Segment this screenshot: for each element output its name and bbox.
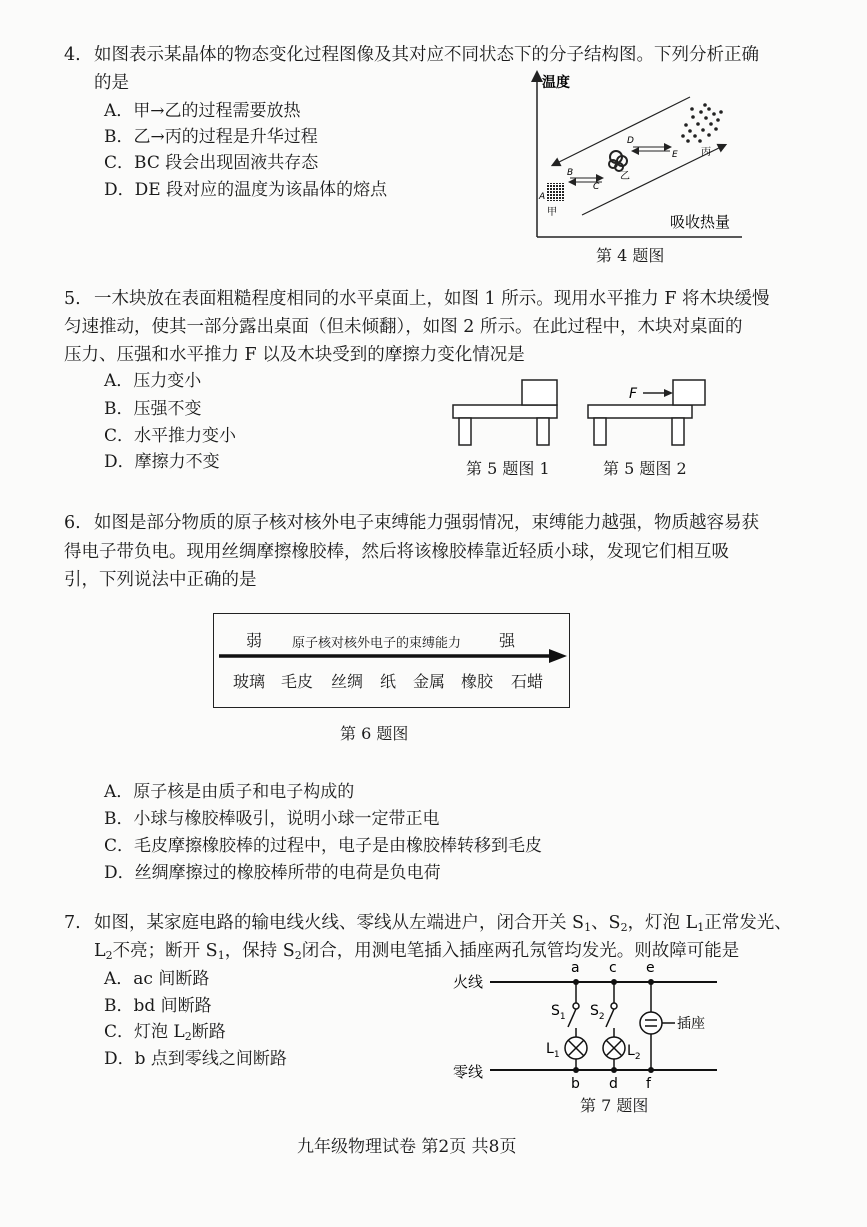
q6-option-a: A．原子核是由质子和电子构成的 <box>104 782 355 802</box>
q7-l1-label: $L_1$ <box>546 1041 560 1060</box>
q7-s1-label: $S_1$ <box>551 1003 566 1022</box>
page-footer: 九年级物理试卷 第2页 共8页 <box>297 1137 517 1157</box>
q4-figure <box>520 65 750 245</box>
q5-stem-line2: 匀速推动，使其一部分露出桌面（但未倾翻），如图 2 所示。在此过程中，木块对桌面的 <box>64 317 743 337</box>
q7-caption: 第 7 题图 <box>580 1096 649 1115</box>
q6-material-rubber: 橡胶 <box>461 672 494 691</box>
q7-point-d: d <box>609 1076 618 1090</box>
q5-figure2-table <box>588 405 692 445</box>
q6-stem-line2: 得电子带负电。现用丝绸摩擦橡胶棒，然后将该橡胶棒靠近轻质小球，发现它们相互吸 <box>64 542 729 562</box>
q4-number: 4. <box>64 45 81 65</box>
q7-option-a: A．ac 间断路 <box>104 969 210 989</box>
q4-point-b: B <box>567 168 574 178</box>
q6-material-metal: 金属 <box>413 672 446 691</box>
q5-option-d: D．摩擦力不变 <box>104 452 220 472</box>
q6-weak-label: 弱 <box>246 631 263 650</box>
q7-live-wire-label: 火线 <box>453 973 484 991</box>
q6-material-silk: 丝绸 <box>331 672 364 691</box>
q6-stem-line3: 引，下列说法中正确的是 <box>64 570 257 590</box>
q5-figure1-block <box>522 380 557 405</box>
q5-caption2: 第 5 题图 2 <box>603 459 687 478</box>
q7-s2-label: $S_2$ <box>590 1003 605 1022</box>
q5-caption1: 第 5 题图 1 <box>466 459 550 478</box>
q6-option-d: D．丝绸摩擦过的橡胶棒所带的电荷是负电荷 <box>104 863 441 883</box>
q6-material-paraffin: 石蜡 <box>511 672 544 691</box>
q4-caption: 第 4 题图 <box>596 246 665 265</box>
q4-option-a: A．甲→乙的过程需要放热 <box>104 101 301 121</box>
q4-option-c: C．BC 段会出现固液共存态 <box>104 153 319 173</box>
q4-stem-line2: 的是 <box>94 73 129 93</box>
q7-option-d: D．b 点到零线之间断路 <box>104 1049 287 1069</box>
q6-material-fur: 毛皮 <box>281 672 314 691</box>
q4-liquid-cluster <box>609 151 627 171</box>
q4-point-d: D <box>627 136 634 146</box>
q5-stem-line3: 压力、压强和水平推力 F 以及木块受到的摩擦力变化情况是 <box>64 345 525 365</box>
q5-figure2-block <box>673 380 705 405</box>
q7-socket-label: 插座 <box>677 1016 705 1032</box>
q4-state-jia: 甲 <box>547 207 557 218</box>
q4-point-a: A <box>539 192 546 202</box>
q6-number: 6. <box>64 513 81 533</box>
q7-option-b: B．bd 间断路 <box>104 996 212 1016</box>
q7-point-f: f <box>646 1076 651 1090</box>
q5-option-a: A．压力变小 <box>104 371 202 391</box>
q7-stem-line2: $L_2$不亮；断开 $S_1$，保持 $S_2$闭合，用测电笔插入插座两孔氖管均发光。则故障可能是 <box>94 941 740 962</box>
q7-stem-line1: 如图，某家庭电路的输电线火线、零线从左端进户，闭合开关 $S_1$、$S_2$，灯泡 $L_1$正常发光、 <box>94 913 792 934</box>
q7-option-c: C．灯泡 $L_2$断路 <box>104 1022 226 1043</box>
q5-figures <box>445 375 715 447</box>
q7-point-c: c <box>609 960 617 976</box>
q4-point-c: C <box>593 182 600 192</box>
q7-neutral-wire-label: 零线 <box>453 1063 484 1081</box>
q4-x-label: 吸收热量 <box>670 213 731 231</box>
q6-stem-line1: 如图是部分物质的原子核对核外电子束缚能力强弱情况，束缚能力越强，物质越容易获 <box>94 513 759 533</box>
q6-axis-label: 原子核对核外电子的束缚能力 <box>292 636 462 651</box>
q7-branch-l2 <box>603 982 625 1070</box>
q7-l2-label: $L_2$ <box>627 1043 641 1062</box>
q5-number: 5. <box>64 289 81 309</box>
q6-strong-label: 强 <box>499 631 516 650</box>
q5-option-c: C．水平推力变小 <box>104 426 237 446</box>
q4-option-b: B．乙→丙的过程是升华过程 <box>104 127 318 147</box>
q5-option-b: B．压强不变 <box>104 399 202 419</box>
q5-force-label: F <box>629 386 638 402</box>
q7-point-b: b <box>571 1076 580 1090</box>
q5-figure1-table <box>453 405 557 445</box>
q6-material-paper: 纸 <box>380 672 397 691</box>
q4-solid-lattice <box>546 183 564 201</box>
q6-caption: 第 6 题图 <box>340 724 409 743</box>
q6-option-c: C．毛皮摩擦橡胶棒的过程中，电子是由橡胶棒转移到毛皮 <box>104 836 543 856</box>
q7-branch-l1 <box>565 982 587 1070</box>
q4-y-label: 温度 <box>542 75 570 91</box>
q7-circuit <box>445 955 725 1090</box>
q7-number: 7. <box>64 913 81 933</box>
q6-material-glass: 玻璃 <box>233 672 266 691</box>
q4-stem-line1: 如图表示某晶体的物态变化过程图像及其对应不同状态下的分子结构图。下列分析正确 <box>94 45 759 65</box>
q6-arrow <box>219 648 569 664</box>
q7-socket <box>640 982 675 1070</box>
q7-point-e: e <box>646 960 655 976</box>
q4-state-bing: 丙 <box>701 147 711 158</box>
q4-option-d: D．DE 段对应的温度为该晶体的熔点 <box>104 180 388 200</box>
q7-point-a: a <box>571 960 580 976</box>
q4-point-e: E <box>672 150 678 160</box>
q6-option-b: B．小球与橡胶棒吸引，说明小球一定带正电 <box>104 809 440 829</box>
q4-gas-dots <box>681 103 723 143</box>
q5-stem-line1: 一木块放在表面粗糙程度相同的水平桌面上，如图 1 所示。现用水平推力 F 将木块缓慢 <box>94 289 770 309</box>
q4-state-yi: 乙 <box>620 171 630 182</box>
